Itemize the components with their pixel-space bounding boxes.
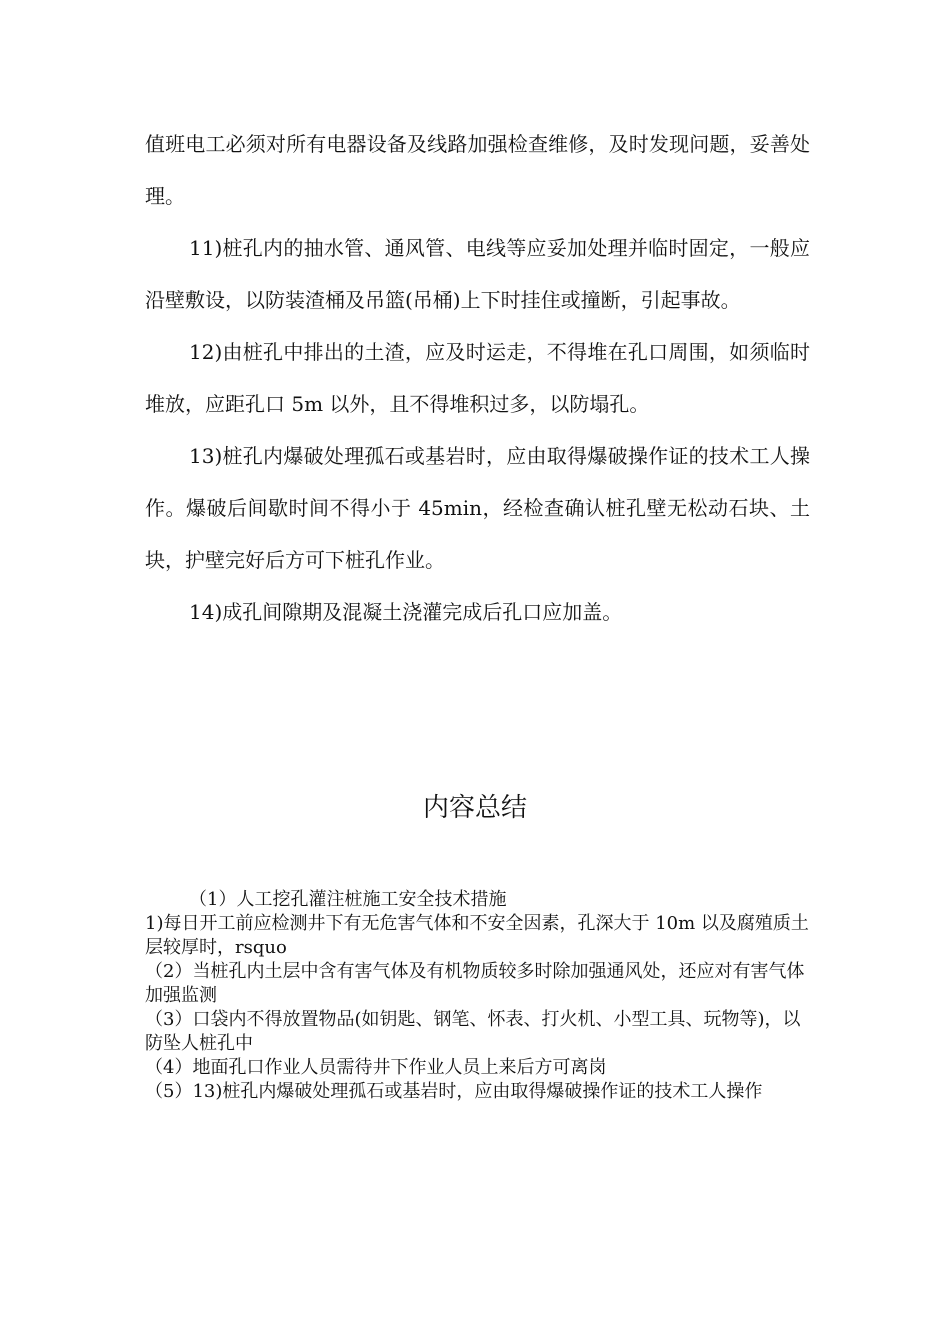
paragraph-12: 12)由桩孔中排出的土渣，应及时运走，不得堆在孔口周围，如须临时堆放，应距孔口 5m 以外，且不得堆积过多，以防塌孔。 (145, 340, 810, 416)
summary-line: （4）地面孔口作业人员需待井下作业人员上来后方可离岗 (145, 1057, 607, 1078)
paragraph-13: 13)桩孔内爆破处理孤石或基岩时，应由取得爆破操作证的技术工人操作。爆破后间歇时间不得小于 45min，经检查确认桩孔壁无松动石块、土块，护壁完好后方可下桩孔作业。 (145, 444, 810, 572)
paragraph-electrician: 值班电工必须对所有电器设备及线路加强检查维修，及时发现问题，妥善处理。 (145, 132, 810, 208)
summary-line: （1）人工挖孔灌注桩施工安全技术措施 (189, 889, 507, 910)
summary-line: 1)每日开工前应检测井下有无危害气体和不安全因素，孔深大于 10m 以及腐殖质土层较厚时，rsquo (145, 913, 809, 958)
summary-section (145, 888, 810, 1104)
summary-line: （2）当桩孔内土层中含有害气体及有机物质较多时除加强通风处，还应对有害气体加强监测 (145, 961, 805, 1006)
summary-title: 内容总结 (422, 793, 527, 823)
paragraph-11: 11)桩孔内的抽水管、通风管、电线等应妥加处理并临时固定，一般应沿壁敷设，以防装渣桶及吊篮(吊桶)上下时挂住或撞断，引起事故。 (145, 236, 810, 312)
summary-line: （3）口袋内不得放置物品(如钥匙、钢笔、怀表、打火机、小型工具、玩物等)，以防坠人桩孔中 (145, 1009, 801, 1054)
paragraph-14: 14)成孔间隙期及混凝土浇灌完成后孔口应加盖。 (189, 600, 623, 624)
body-text (145, 118, 810, 638)
summary-line: （5）13)桩孔内爆破处理孤石或基岩时，应由取得爆破操作证的技术工人操作 (145, 1081, 763, 1102)
